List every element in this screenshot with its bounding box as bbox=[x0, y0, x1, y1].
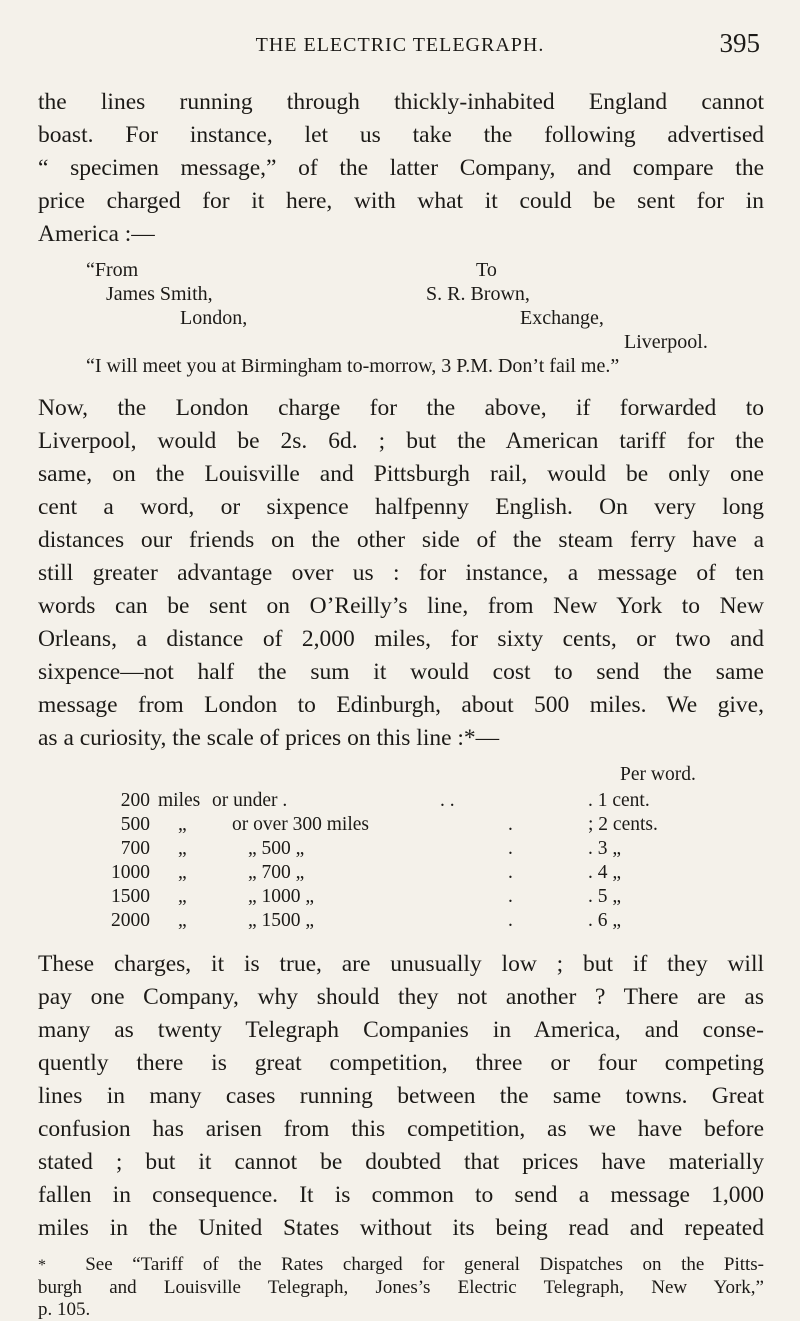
message-from-name: James Smith, bbox=[106, 283, 213, 305]
text-line: Liverpool, would be 2s. 6d. ; but the American tariff for the bbox=[38, 428, 764, 454]
tariff-unit: „ bbox=[178, 886, 187, 907]
text-line: words can be sent on O’Reilly’s line, from New York to New bbox=[38, 593, 764, 619]
text-line: same, on the Louisville and Pittsburgh rail, would be only one bbox=[38, 461, 764, 487]
tariff-range: „ 500 „ bbox=[248, 838, 305, 859]
paragraph-3 bbox=[38, 948, 764, 1245]
text-line: confusion has arisen from this competition, as we have before bbox=[38, 1116, 764, 1142]
tariff-dots: . bbox=[508, 814, 513, 835]
tariff-miles: 700 bbox=[120, 838, 150, 859]
footnote-text: See “Tariff of the Rates charged for general Dispatches on the Pitts- bbox=[85, 1254, 764, 1275]
text-line: lines in many cases running between the same towns. Great bbox=[38, 1083, 764, 1109]
tariff-dots: . . bbox=[440, 790, 455, 811]
running-head bbox=[0, 28, 800, 62]
tariff-range: or under . bbox=[212, 790, 288, 811]
tariff-range: „ 1000 „ bbox=[248, 886, 315, 907]
tariff-unit: miles bbox=[158, 790, 201, 811]
footnote bbox=[38, 1254, 764, 1321]
tariff-miles: 500 bbox=[120, 814, 150, 835]
tariff-dots: . bbox=[508, 910, 513, 931]
running-title: THE ELECTRIC TELEGRAPH. bbox=[255, 34, 545, 56]
tariff-range: or over 300 miles bbox=[232, 814, 370, 835]
tariff-miles: 200 bbox=[120, 790, 150, 811]
text-line: many as twenty Telegraph Companies in America, and conse- bbox=[38, 1017, 764, 1043]
text-line: These charges, it is true, are unusually low ; but if they will bbox=[38, 951, 764, 977]
footnote-line: burgh and Louisville Telegraph, Jones’s Electric Telegraph, New York,” bbox=[38, 1277, 764, 1298]
footnote-line: p. 105. bbox=[38, 1299, 91, 1320]
tariff-range: „ 700 „ bbox=[248, 862, 305, 883]
text-line: message from London to Edinburgh, about 500 miles. We give, bbox=[38, 692, 764, 718]
text-line: pay one Company, why should they not another ? There are as bbox=[38, 984, 764, 1010]
text-line: as a curiosity, the scale of prices on this line :*— bbox=[38, 725, 500, 751]
text-line: “ specimen message,” of the latter Company, and compare the bbox=[38, 155, 764, 181]
text-line: stated ; but it cannot be doubted that prices have materially bbox=[38, 1149, 764, 1175]
text-line: quently there is great competition, three or four competing bbox=[38, 1050, 764, 1076]
message-body: “I will meet you at Birmingham to-morrow, 3 P.M. Don’t fail me.” bbox=[86, 355, 620, 377]
footnote-line bbox=[38, 1254, 764, 1277]
tariff-miles: 1500 bbox=[111, 886, 150, 907]
text-line: price charged for it here, with what it could be sent for in bbox=[38, 188, 764, 214]
tariff-unit: „ bbox=[178, 910, 187, 931]
tariff-miles: 1000 bbox=[111, 862, 150, 883]
text-line: still greater advantage over us : for instance, a message of ten bbox=[38, 560, 764, 586]
paragraph-2 bbox=[38, 392, 764, 755]
text-line: Orleans, a distance of 2,000 miles, for sixty cents, or two and bbox=[38, 626, 764, 652]
tariff-header: Per word. bbox=[620, 764, 696, 785]
tariff-unit: „ bbox=[178, 838, 187, 859]
message-to-name: S. R. Brown, bbox=[426, 283, 530, 305]
paragraph-1 bbox=[38, 86, 764, 251]
text-line: distances our friends on the other side of the steam ferry have a bbox=[38, 527, 764, 553]
tariff-price: . 3 „ bbox=[588, 838, 622, 859]
text-line: boast. For instance, let us take the following advertised bbox=[38, 122, 764, 148]
tariff-unit: „ bbox=[178, 814, 187, 835]
tariff-dots: . bbox=[508, 886, 513, 907]
message-to-city: Liverpool. bbox=[624, 331, 708, 353]
tariff-price: . 5 „ bbox=[588, 886, 622, 907]
tariff-price: ; 2 cents. bbox=[588, 814, 658, 835]
text-line: the lines running through thickly-inhabited England cannot bbox=[38, 89, 764, 115]
tariff-dots: . bbox=[508, 862, 513, 883]
text-line: miles in the United States without its being read and repeated bbox=[38, 1215, 764, 1241]
tariff-range: „ 1500 „ bbox=[248, 910, 315, 931]
tariff-unit: „ bbox=[178, 862, 187, 883]
text-line: Now, the London charge for the above, if forwarded to bbox=[38, 395, 764, 421]
tariff-dots: . bbox=[508, 838, 513, 859]
text-line: fallen in consequence. It is common to send a message 1,000 bbox=[38, 1182, 764, 1208]
message-to-label: To bbox=[476, 259, 497, 281]
tariff-price: . 1 cent. bbox=[588, 790, 650, 811]
text-line: cent a word, or sixpence halfpenny English. On very long bbox=[38, 494, 764, 520]
text-line: America :— bbox=[38, 221, 155, 247]
message-from-label: “From bbox=[86, 259, 139, 281]
message-from-place: London, bbox=[180, 307, 248, 329]
text-line: sixpence—not half the sum it would cost to send the same bbox=[38, 659, 764, 685]
tariff-price: . 4 „ bbox=[588, 862, 622, 883]
footnote-mark: * bbox=[38, 1257, 46, 1274]
message-to-place: Exchange, bbox=[520, 307, 604, 329]
tariff-price: . 6 „ bbox=[588, 910, 622, 931]
tariff-miles: 2000 bbox=[111, 910, 150, 931]
page-number: 395 bbox=[719, 28, 760, 58]
